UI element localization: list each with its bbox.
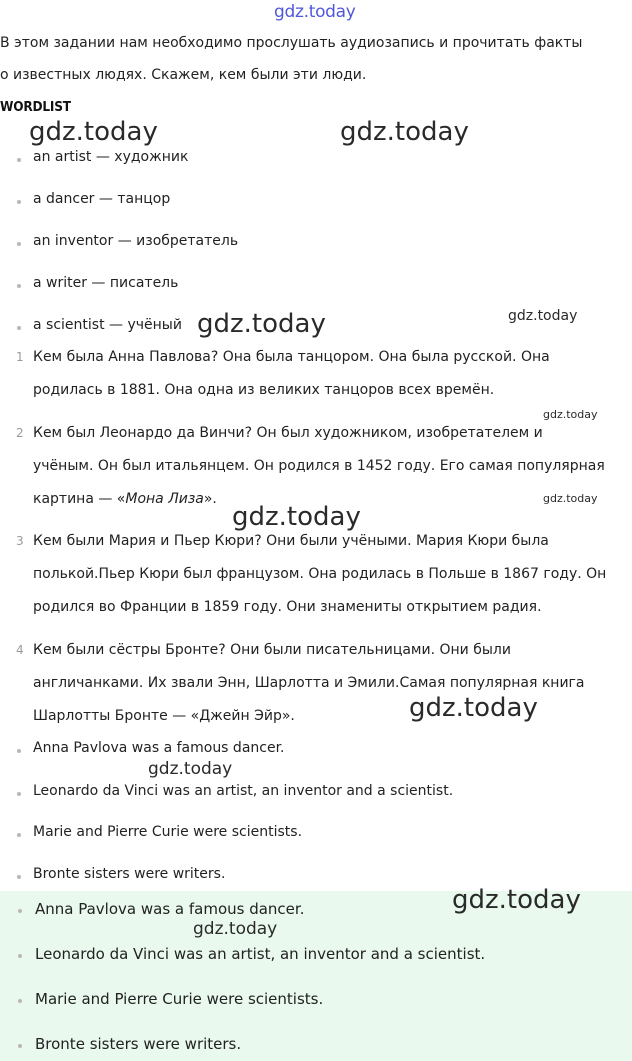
bullet-icon [18,909,22,913]
bullet-icon [18,954,22,958]
watermark: gdz.today [543,408,598,421]
watermark: gdz.today [193,919,278,939]
fact-number: 3 [16,534,24,548]
answer-item: Leonardo da Vinci was an artist, an inventor and a scientist. [35,945,486,963]
top-watermark: gdz.today [274,2,356,22]
list-item: an artist — художник [33,149,189,165]
watermark: gdz.today [148,759,233,779]
answer-item: Marie and Pierre Curie were scientists. [35,990,324,1008]
fact-number: 1 [16,350,24,364]
bullet-icon [17,749,21,753]
bullet-icon [17,792,21,796]
italic-title: Мона Лиза [125,491,204,507]
fact-number: 2 [16,426,24,440]
fact-line: Кем были Мария и Пьер Кюри? Они были учёными. Мария Кюри была [33,533,549,549]
fact-line: родился во Франции в 1859 году. Они знамениты открытием радия. [33,599,542,615]
answer-item: Anna Pavlova was a famous dancer. [33,740,285,756]
watermark: gdz.today [29,117,158,147]
watermark: gdz.today [232,502,361,532]
watermark: gdz.today [452,885,581,915]
watermark: gdz.today [409,693,538,723]
bullet-icon [18,1044,22,1048]
fact-line: Шарлотты Бронте — «Джейн Эйр». [33,708,295,724]
list-item: a writer — писатель [33,275,179,291]
fact-line-prefix: картина — « [33,491,126,507]
bullet-icon [18,999,22,1003]
fact-line: Кем была Анна Павлова? Она была танцором. Она была русской. Она [33,349,550,365]
answer-item: Marie and Pierre Curie were scientists. [33,824,303,840]
watermark: gdz.today [340,117,469,147]
bullet-icon [17,833,21,837]
bullet-icon [17,875,21,879]
intro-line-1: В этом задании нам необходимо прослушать аудиозапись и прочитать факты [0,35,583,51]
bullet-icon [17,158,21,162]
fact-line: англичанками. Их звали Энн, Шарлотта и Эмили.Самая популярная книга [33,675,585,691]
fact-line: родилась в 1881. Она одна из великих танцоров всех времён. [33,382,495,398]
intro-line-2: о известных людях. Скажем, кем были эти люди. [0,67,367,83]
bullet-icon [17,200,21,204]
answer-item: Bronte sisters were writers. [33,866,226,882]
fact-line: полькой.Пьер Кюри был французом. Она родилась в Польше в 1867 году. Он [33,566,607,582]
fact-line-suffix: ». [203,491,217,507]
watermark: gdz.today [543,492,598,505]
watermark: gdz.today [508,308,578,324]
answer-item: Leonardo da Vinci was an artist, an inventor and a scientist. [33,783,454,799]
list-item: a scientist — учёный [33,317,182,333]
list-item: a dancer — танцор [33,191,171,207]
bullet-icon [17,242,21,246]
bullet-icon [17,326,21,330]
fact-line [33,491,217,507]
fact-line: Кем был Леонардо да Винчи? Он был художником, изобретателем и [33,425,543,441]
watermark: gdz.today [197,309,326,339]
list-item: an inventor — изобретатель [33,233,239,249]
answer-item: Bronte sisters were writers. [35,1035,242,1053]
fact-number: 4 [16,643,24,657]
answer-item: Anna Pavlova was a famous dancer. [35,900,305,918]
bullet-icon [17,284,21,288]
wordlist-heading: WORDLIST [0,99,71,115]
fact-line: Кем были сёстры Бронте? Они были писательницами. Они были [33,642,511,658]
fact-line: учёным. Он был итальянцем. Он родился в 1452 году. Его самая популярная [33,458,605,474]
